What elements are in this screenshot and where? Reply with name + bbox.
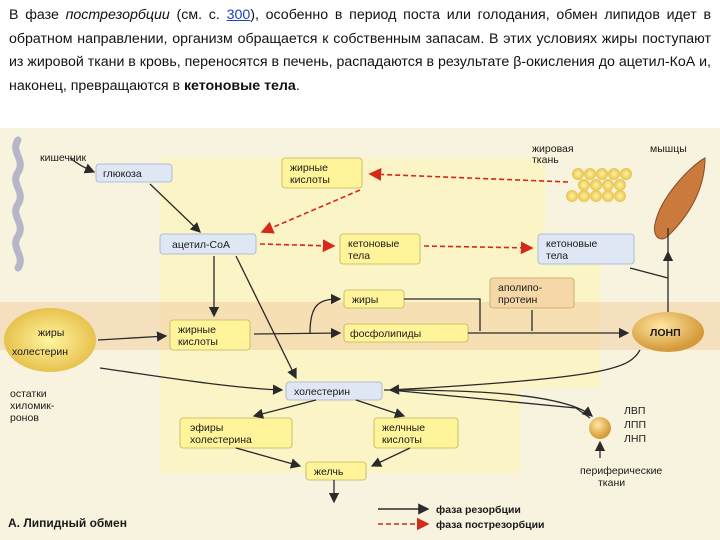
adipose-label-2: ткань — [532, 154, 559, 166]
fatty-acids-mid-1: жирные — [178, 324, 216, 336]
intestine-icon — [16, 140, 21, 268]
peripheral-1: периферические — [580, 465, 663, 477]
lpp-label: ЛПП — [624, 419, 646, 431]
diagram-svg — [0, 128, 720, 540]
para-text-1: В фазе — [9, 7, 66, 23]
chylo-rest-3: ронов — [10, 412, 39, 424]
fatty-acids-top-1: жирные — [290, 162, 328, 174]
fats-label: жиры — [352, 294, 379, 306]
chol-esters-2: холестерина — [190, 434, 252, 446]
ketone-right-1: кетоновые — [546, 238, 598, 250]
cholesterol-label: холестерин — [294, 386, 350, 398]
lnp-label: ЛНП — [624, 433, 647, 445]
chylo-rest-2: хиломик- — [10, 400, 55, 412]
ketone-mid-1: кетоновые — [348, 238, 400, 250]
legend — [378, 504, 544, 531]
bile-label: желчь — [314, 466, 344, 478]
apolipoprotein-1: аполипо- — [498, 282, 543, 294]
fatty-acids-top-2: кислоты — [290, 174, 330, 186]
para-text-2: (см. с. — [169, 7, 227, 23]
acetyl-coa-label: ацетил-CoA — [172, 239, 230, 251]
para-text-3: ), особенно в период поста или голодания, обмен липидов идет в обратном направлении, организм обращается к собственным запасам. В этих условиях жиры поступают из жировой ткани в кровь, переносятся в печень, распадаются в результате β-окисления до ацетил-КоА и, наконец, превращаются в — [9, 7, 712, 94]
phospholipids-label: фосфолипиды — [350, 328, 422, 340]
bile-acids-2: кислоты — [382, 434, 422, 446]
para-text-end: . — [295, 77, 300, 94]
lipoprotein-particle — [589, 417, 611, 439]
fats-chol-left-2: холестерин — [12, 346, 68, 358]
bile-acids-1: желчные — [382, 422, 426, 434]
ketone-mid-2: тела — [348, 250, 371, 262]
ketone-right-2: тела — [546, 250, 569, 262]
page-link[interactable]: 300 — [226, 7, 251, 23]
lonp-label: ЛОНП — [650, 327, 681, 339]
chylo-rest-1: остатки — [10, 388, 47, 400]
para-italic-term: пострезорбции — [65, 7, 170, 23]
muscle-icon — [654, 158, 705, 239]
apolipoprotein-2: протеин — [498, 294, 538, 306]
fatty-acids-mid-2: кислоты — [178, 336, 218, 348]
glucose-label: глюкоза — [103, 168, 142, 180]
peripheral-2: ткани — [598, 477, 626, 489]
adipose-cells-icon — [566, 168, 632, 202]
lipid-metabolism-diagram — [0, 128, 720, 540]
figure-caption: А. Липидный обмен — [8, 516, 127, 530]
muscles-label: мышцы — [650, 143, 687, 155]
adipose-label-1: жировая — [532, 143, 574, 155]
chol-esters-1: эфиры — [190, 422, 224, 434]
chylomicron-blob — [4, 308, 96, 372]
intestine-label: кишечник — [40, 152, 87, 164]
legend-postresorption-label: фаза пострезорбции — [436, 519, 545, 531]
fats-chol-left-1: жиры — [38, 327, 65, 339]
intro-paragraph — [9, 4, 711, 98]
legend-resorption-label: фаза резорбции — [436, 504, 521, 516]
para-bold-term: кетоновые тела — [183, 77, 296, 94]
lvp-label: ЛВП — [624, 405, 646, 417]
